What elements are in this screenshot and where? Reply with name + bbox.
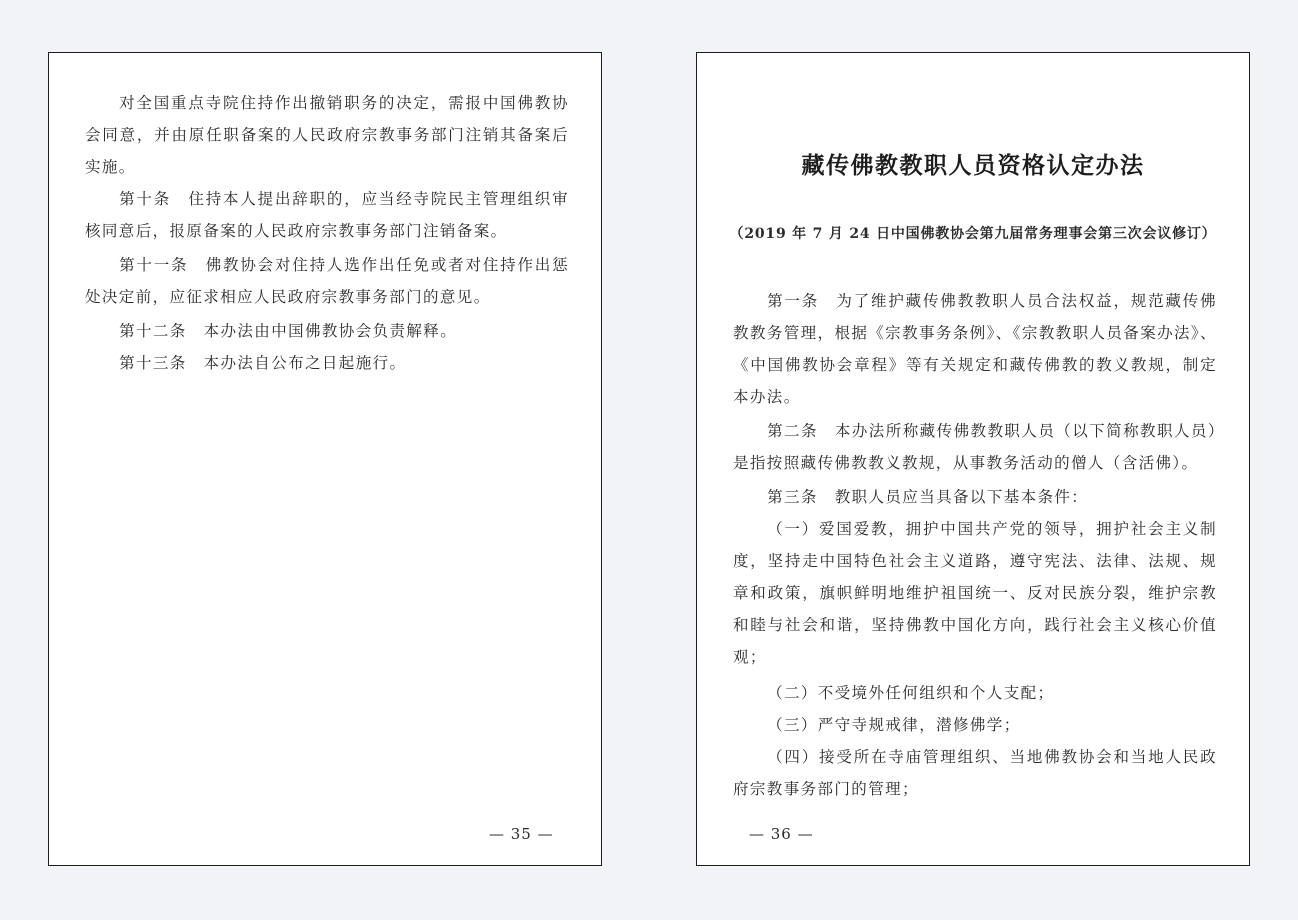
document-title: 藏传佛教教职人员资格认定办法 <box>801 152 1145 179</box>
document-subtitle: （2019 年 7 月 24 日中国佛教协会第九届常务理事会第三次会议修订） <box>729 226 1217 242</box>
left-paragraph-3: 第十一条 佛教协会对住持人选作出任免或者对住持作出惩处决定前，应征求相应人民政府宗教事务部门的意见。 <box>85 256 569 306</box>
left-page-number: — 35 — <box>489 825 554 843</box>
right-paragraph-5: （二）不受境外任何组织和个人支配； <box>767 684 1055 702</box>
left-page <box>48 52 602 866</box>
left-paragraph-1: 对全国重点寺院住持作出撤销职务的决定，需报中国佛教协会同意，并由原任职备案的人民政府宗教事务部门注销其备案后实施。 <box>85 94 569 176</box>
right-paragraph-6: （三）严守寺规戒律，潜修佛学； <box>767 716 1021 734</box>
right-paragraph-3: 第三条 教职人员应当具备以下基本条件： <box>767 488 1089 506</box>
right-page-number: — 36 — <box>749 825 814 843</box>
left-paragraph-5: 第十三条 本办法自公布之日起施行。 <box>119 354 407 372</box>
right-paragraph-7: （四）接受所在寺庙管理组织、当地佛教协会和当地人民政府宗教事务部门的管理； <box>733 748 1217 798</box>
right-paragraph-2: 第二条 本办法所称藏传佛教教职人员（以下简称教职人员）是指按照藏传佛教教义教规，从事教务活动的僧人（含活佛）。 <box>733 422 1217 472</box>
left-paragraph-4: 第十二条 本办法由中国佛教协会负责解释。 <box>119 322 458 340</box>
left-paragraph-2: 第十条 住持本人提出辞职的，应当经寺院民主管理组织审核同意后，报原备案的人民政府宗教事务部门注销备案。 <box>85 190 569 240</box>
right-page <box>696 52 1250 866</box>
right-paragraph-4: （一）爱国爱教，拥护中国共产党的领导，拥护社会主义制度，坚持走中国特色社会主义道路，遵守宪法、法律、法规、规章和政策，旗帜鲜明地维护祖国统一、反对民族分裂，维护宗教和睦与社会和谐，坚持佛教中国化方向，践行社会主义核心价值观； <box>733 520 1217 666</box>
right-paragraph-1: 第一条 为了维护藏传佛教教职人员合法权益，规范藏传佛教教务管理，根据《宗教事务条例》、《宗教教职人员备案办法》、《中国佛教协会章程》等有关规定和藏传佛教的教义教规，制定本办法。 <box>733 292 1217 406</box>
